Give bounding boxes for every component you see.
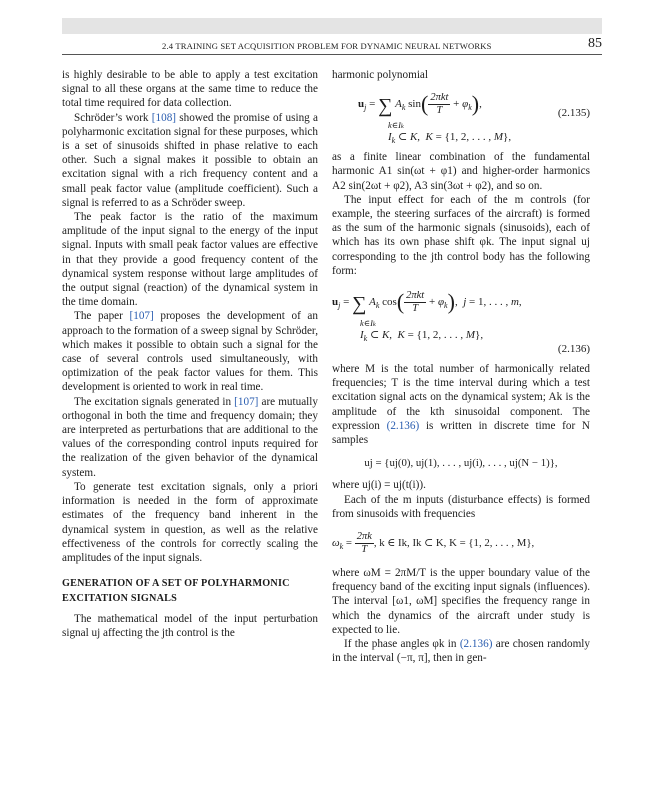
paragraph: The excitation signals generated in [107] are mutually orthogonal in both the time and frequency domain; they are interpreted as perturbations that are additional to the values of the corresponding control inputs required for the realization of the given behavior of the dynamical system.	[62, 395, 318, 479]
right-column	[332, 68, 590, 665]
paragraph: Each of the m inputs (disturbance effects) is formed from sinusoids with frequencies	[332, 493, 590, 520]
paragraph: The mathematical model of the input perturbation signal uj affecting the jth control is the	[62, 612, 318, 640]
paragraph: where ωM = 2πM/T is the upper boundary value of the frequency band of the exciting input signals (influences). The interval [ω1, ωM] specifies the frequency range in which the dynamics of the aircraft under study is expected to lie.	[332, 567, 590, 636]
citation-link[interactable]: (2.136)	[459, 638, 493, 651]
paragraph: The peak factor is the ratio of the maximum amplitude of the input signal to the energy of the input signal. Inputs with small peak factor values are effective in that they provide a good frequency content of the dynamical system response without large amplitudes of the output signal (reaction) of the dynamical system in the time domain.	[62, 211, 318, 309]
paragraph: If the phase angles φk in (2.136) are chosen randomly in the interval (−π, π], then in gen-	[332, 638, 590, 665]
header-bar	[62, 18, 602, 34]
paragraph: To generate test excitation signals, only a priori information is needed in the form of approximate estimates of the frequency band inherent in the dynamical system in question, as well as the relative effectiveness of the controls for correctly scaling the amplitudes of the input signals.	[62, 480, 318, 564]
paragraph: harmonic polynomial	[332, 69, 429, 81]
citation-link[interactable]: [107]	[129, 310, 154, 323]
paragraph: The paper [107] proposes the development of an approach to the formation of a sweep signal by Schröder, which makes it possible to obtain such a signal for the case of several controls used simultaneously, with optimization of the peak factor values for them. This development is oriented to work in real time.	[62, 310, 318, 394]
citation-link[interactable]: (2.136)	[386, 419, 420, 432]
paragraph: Schröder’s work [108] showed the promise of using a polyharmonic excitation signal for these purposes, which is a set of sinusoids shifted in phase relative to each other. Such a signal makes it possible to obtain an excitation signal with a rich frequency content and a small peak factor value (amplitude coefficient). Such a signal is referred to as a Schröder sweep.	[62, 111, 318, 209]
section-heading: GENERATION OF A SET OF POLYHARMONIC EXCITATION SIGNALS	[62, 578, 290, 604]
page-number: 85	[588, 36, 602, 51]
paragraph: The input effect for each of the m controls (for example, the steering surfaces of the aircraft) is formed as the sum of the harmonic signals (sinusoids), each of which has its own phase shift φk. The input signal uj corresponding to the jth control body has the following form:	[332, 193, 590, 277]
equation-samples: uj = {uj(0), uj(1), . . . , uj(i), . . . , uj(N − 1)},	[364, 457, 558, 470]
paragraph: where M is the total number of harmonically related frequencies; T is the time interval during which a test excitation signal acts on the dynamical system; Ak is the amplitude of the kth sinusoidal component. The expression (2.136) is written in discrete time for N samples	[332, 363, 590, 447]
equation-2-135: $u_j$ = ∑ $A_k$ sin( $\frac{\text{2πkt}}{T}$ + $\varphi_k$), k∈Ik (2.135) $I_k$ ⊂ K, K = {1, 2, . . . , M},	[358, 91, 590, 146]
running-header	[62, 36, 602, 55]
equation-2-136: $u_j$ = ∑ $A_k$ cos( $\frac{\text{2πkt}}{T}$ + $\varphi_k$), j = 1, . . . , m, k∈Ik $I_k$ ⊂ K, K = {1, 2, . . . , M}, (2.136)	[332, 289, 590, 356]
left-column	[62, 68, 318, 640]
paragraph: is highly desirable to be able to apply a test excitation signal to all these organs at the same time to reduce the total time required for data collection.	[62, 69, 318, 110]
citation-link[interactable]: [107]	[234, 395, 259, 408]
paragraph: as a finite linear combination of the fundamental harmonic A1 sin(ωt + φ1) and higher-order harmonics A2 sin(2ωt + φ2), A3 sin(3ωt + φ2), and so on.	[332, 151, 590, 192]
citation-link[interactable]: [108]	[151, 111, 177, 124]
running-title: 2.4 TRAINING SET ACQUISITION PROBLEM FOR DYNAMIC NEURAL NETWORKS	[162, 41, 492, 51]
equation-frequencies: $\omega_k$ = $\frac{2\pi k}{T}$ , k ∈ Ik, Ik ⊂ K, K = {1, 2, . . . , M},	[332, 531, 535, 556]
paragraph: where uj(i) = uj(t(i)).	[332, 479, 426, 492]
